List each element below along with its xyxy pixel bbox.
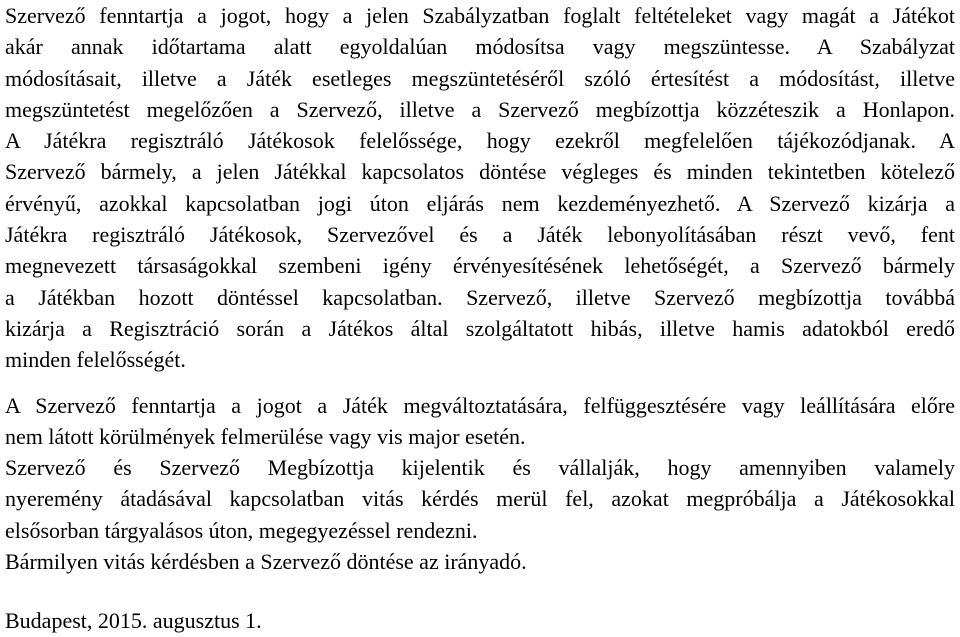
text-line: módosításait, illetve a Játék esetleges megszüntetéséről szóló értesítést a módosítást, illetve xyxy=(5,65,955,91)
text-line: Szervező és Szervező Megbízottja kijelentik és vállalják, hogy amennyiben valamely xyxy=(5,455,955,481)
paragraph-dispute-resolution xyxy=(5,452,955,546)
paragraph-authority: Bármilyen vitás kérdésben a Szervező döntése az irányadó. xyxy=(5,549,527,575)
text-line: Játékra regisztráló Játékosok, Szervezővel és a Játék lebonyolításában részt vevő, fent xyxy=(5,222,955,248)
text-line: A Szervező fenntartja a jogot a Játék megváltoztatására, felfüggesztésére vagy leállítására előre xyxy=(5,392,955,418)
paragraph-modification-rights xyxy=(5,0,955,376)
text-line: kizárja a Regisztráció során a Játékos által szolgáltatott hibás, illetve hamis adatokból eredő xyxy=(5,315,955,341)
text-line: minden felelősségét. xyxy=(5,347,186,373)
text-line: érvényű, azokkal kapcsolatban jogi úton eljárás nem kezdeményezhető. A Szervező kizárja a xyxy=(5,190,955,216)
date-line: Budapest, 2015. augusztus 1. xyxy=(5,608,262,634)
text-line: akár annak időtartama alatt egyoldalúan módosítsa vagy megszüntesse. A Szabályzat xyxy=(5,34,955,60)
text-line: a Játékban hozott döntéssel kapcsolatban. Szervező, illetve Szervező megbízottja továbbá xyxy=(5,284,955,310)
document-body xyxy=(5,0,955,637)
text-line: elsősorban tárgyalásos úton, megegyezéssel rendezni. xyxy=(5,517,478,543)
text-line: megnevezett társaságokkal szembeni igény érvényesítésének lehetőségét, a Szervező bármely xyxy=(5,253,955,279)
text-line: Szervező fenntartja a jogot, hogy a jelen Szabályzatban foglalt feltételeket vagy magát a Játékot xyxy=(5,3,955,28)
paragraph-spacer xyxy=(5,577,955,605)
text-line: nyeremény átadásával kapcsolatban vitás kérdés merül fel, azokat megpróbálja a Játékosokkal xyxy=(5,486,955,512)
text-line: nem látott körülmények felmerülése vagy vis major esetén. xyxy=(5,423,526,449)
text-line: megszüntetést megelőzően a Szervező, illetve a Szervező megbízottja közzéteszik a Honlapon. xyxy=(5,96,955,122)
paragraph-suspension-rights xyxy=(5,390,955,453)
text-line: Szervező bármely, a jelen Játékkal kapcsolatos döntése végleges és minden tekintetben kötelező xyxy=(5,159,955,185)
text-line: A Játékra regisztráló Játékosok felelőssége, hogy ezekről megfelelően tájékozódjanak. A xyxy=(5,128,955,154)
paragraph-spacer xyxy=(5,376,955,390)
